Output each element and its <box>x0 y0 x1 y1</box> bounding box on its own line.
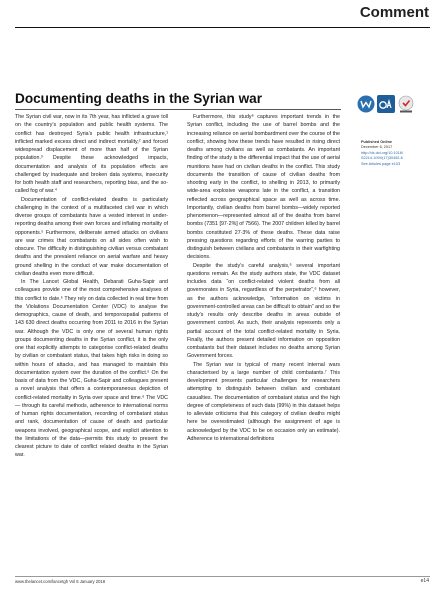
publication-metadata <box>361 140 431 167</box>
open-access-icon <box>377 95 395 113</box>
paragraph: The Syrian civil war, now in its 7th year, has inflicted a grave toll on the country’s population and public health systems. The conflict has destroyed Syria’s public health infrastructure,¹ inflicted marked excess direct and indirect mortality,² and forced widespread displacement of more than half of the Syrian population.³ Despite these acknowledged impacts, documentation and analysis of its population effects are challenged by inadequate and broken data systems, insecurity for both health staff and researchers, reporting bias, and the so-called fog of war.⁴ <box>15 114 168 195</box>
published-date: December 6, 2017 <box>361 145 393 150</box>
paragraph: The Syrian war is typical of many recent internal wars characterised by a large number of child combatants.⁷ This development presents particular challenges for researchers attempting to distinguish between civilian and combatant casualties. The documentation of combatant status and the high degree of completeness of such data (99%) in this dataset helps to alleviate criticisms that this category of civilian deaths might here be overestimated (although the assignment of age is acknowledged by the VDC to be on occasion only an estimate). Adherence to international definitions <box>187 361 340 442</box>
published-label: Published Online <box>361 140 393 144</box>
see-also-link[interactable]: See Articles page e103 <box>361 161 401 166</box>
title-rule <box>15 109 341 110</box>
crossmark-icon[interactable] <box>397 95 415 113</box>
article-title: Documenting deaths in the Syrian war <box>15 91 262 106</box>
paragraph: Documentation of conflict-related deaths is particularly challenging in the context of a multifaceted civil war in which diverse groups of combatants have a vested interest in under-reporting deaths among their own forces and inflating mortality of opponents.⁵ Furthermore, deliberate armed attacks on civilians are war crimes that combatants on all sides often wish to obscure. The difficulty in distinguishing civilian versus combatant deaths and the prevalent reliance on aerial warfare and heavy ground shelling in the conduct of war make documentation of civilian deaths even more difficult. <box>15 196 168 277</box>
page-number: e14 <box>420 578 429 584</box>
doi-link-line-2[interactable]: S2214-109X(17)30452-6 <box>361 156 403 161</box>
wellcome-logo-icon <box>357 95 375 113</box>
paragraph: Furthermore, this study⁶ captures important trends in the Syrian conflict, including the use of barrel bombs and the increasing reliance on aerial bombardment over the course of the conflict, showing how these trends have resulted in rising direct deaths among civilians as well as combatants. An important finding of the study is the differential impact that the use of aerial munitions have had on civilian deaths in the conflict. This study documents the transition of cause of civilian deaths from shooting early in the conflict, to shelling in 2013, to primarily wide-area explosive weapons late in the conflict, a transition reflected across geographical space as well as across time. Importantly, civilian deaths from barrel bombs—widely reported phenomenon—represented almost all of the deaths from barrel bombs (7351 [97·2%] of 7566). The 2007 children killed by barrel bombs constituted 27·3% of these deaths. These data raise pressing questions regarding efforts of the warring parties to distinguish between civilians and combatants in their warfighting decisions. <box>187 114 340 261</box>
footer-citation[interactable]: www.thelancet.com/lancetgh Vol 6 January 2018 <box>15 579 106 584</box>
paragraph: Despite the study’s careful analysis,⁶ several important questions remain. As the study authors state, the VDC dataset includes data “on conflict-related violent deaths from all governorates in Syria, regardless of the perpetrator”,⁶ however, as the authors acknowledge, “information on victims in government-controlled areas can be difficult to obtain” and so the study’s results only describe deaths in areas outside of government control. As such, their analysis represents only a partial account of the total conflict-related mortality in Syria. Finally, the authors present detailed information on opposition combatants but their dataset includes no deaths among Syrian Government forces. <box>187 262 340 360</box>
footer-rule <box>15 576 430 577</box>
doi-link-line-1[interactable]: http://dx.doi.org/10.1016/ <box>361 150 404 155</box>
body-column-left <box>15 113 168 460</box>
body-column-right <box>187 113 340 443</box>
section-label: Comment <box>359 4 429 21</box>
paragraph: In The Lancet Global Health, Debarati Guha-Sapir and colleagues provide one of the most comprehensive analyses of this conflict to date.⁶ They rely on data collected in real time from the Violations Documentation Center (VDC) to analyse the demographics, cause of death, and temporospatial patterns of 143 630 direct deaths occurring from 2011 to 2016 in the Syrian war. Although the VDC is only one of several human rights groups documenting deaths in the Syrian conflict, it is the only one that explicitly attempts to categorise conflict-related deaths by civilian or combatant status, that takes high risks in doing so within hours of attacks, and has managed to maintain this documentation system over the duration of the conflict.⁶ On the basis of data from the VDC, Guha-Sapir and colleagues present a novel analysis that offers a contemporaneous depiction of conflict-related mortality in Syria over space and time.⁶ The VDC— through its careful methods, adherence to international norms of human rights documentation, recording of combatant status and rank, documentation of cause of death and particular weapons involved, geographical scope, and explicit attention to the limitations of the data—permits this study to present the clearest picture to date of conflict related deaths in the Syrian war. <box>15 279 168 459</box>
header-rule <box>15 27 430 28</box>
